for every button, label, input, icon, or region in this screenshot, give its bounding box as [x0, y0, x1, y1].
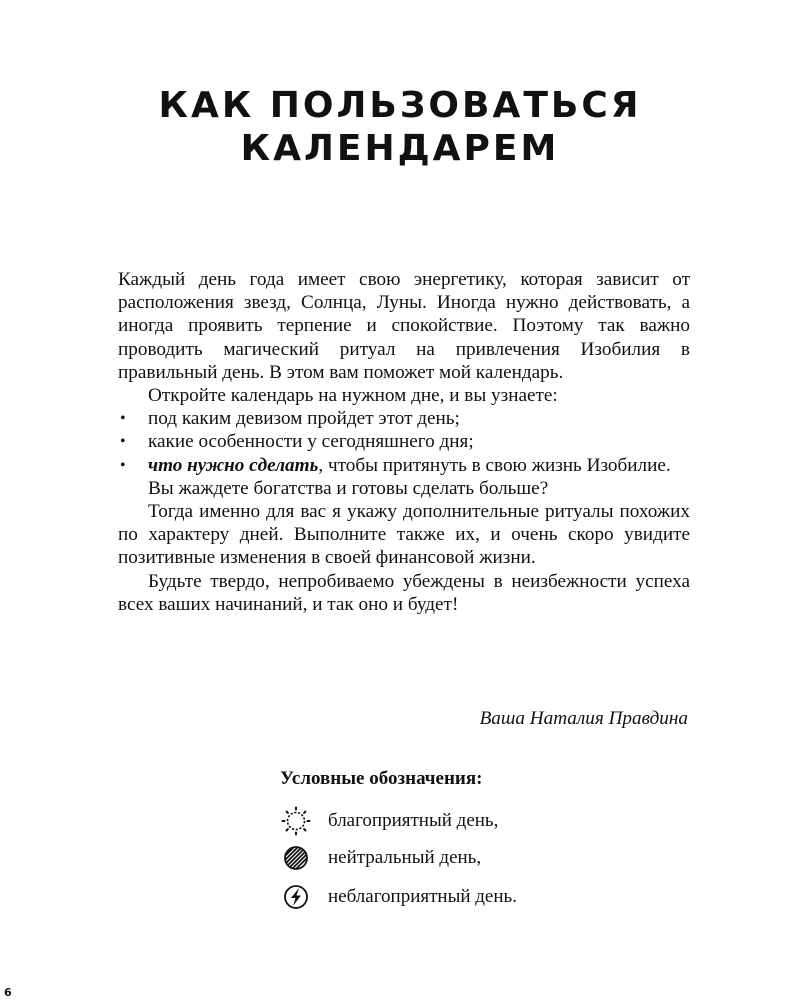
page-number: 6	[4, 986, 12, 999]
sun-icon	[278, 806, 314, 836]
bullet-icon: •	[120, 410, 126, 428]
author-signature: Ваша Наталия Правдина	[479, 708, 688, 729]
list-item-text: под каким девизом пройдет этот день;	[148, 408, 460, 430]
legend-item-unfavorable	[278, 882, 517, 912]
page-title	[0, 84, 800, 170]
hatched-circle-icon	[278, 843, 314, 873]
bullet-icon: •	[120, 433, 126, 451]
legend-item-neutral	[278, 843, 481, 873]
list-item	[118, 430, 690, 453]
legend-label-favorable: благоприятный день,	[328, 810, 499, 831]
paragraph-rituals: Тогда именно для вас я укажу дополнительные ритуалы похожих по характеру дней. Выполните также их, и очень скоро увидите позитивные изменения в своей финансовой жизни.	[118, 501, 690, 569]
legend-item-favorable	[278, 806, 498, 836]
lightning-circle-icon	[278, 882, 314, 912]
bullet-icon: •	[120, 456, 126, 474]
body-text	[118, 268, 690, 616]
list-item-emphasis: что нужно сделать	[148, 454, 319, 476]
legend-label-unfavorable: неблагоприятный день.	[328, 886, 517, 907]
list-item	[118, 454, 690, 477]
list-item	[118, 407, 690, 430]
list-item-text: какие особенности у сегодняшнего дня;	[148, 431, 474, 453]
feature-list	[118, 407, 690, 477]
list-item-text: , чтобы притянуть в свою жизнь Изобилие.	[318, 454, 671, 476]
legend-label-neutral: нейтральный день,	[328, 847, 482, 868]
paragraph-question: Вы жаждете богатства и готовы сделать больше?	[148, 477, 549, 499]
page-title-line-1: КАК ПОЛЬЗОВАТЬСЯ	[158, 85, 642, 126]
page-title-line-2: КАЛЕНДАРЕМ	[240, 128, 560, 169]
paragraph-intro: Каждый день года имеет свою энергетику, которая зависит от расположения звезд, Солнца, Луны. Иногда нужно действовать, а иногда проявить терпение и спокойствие. Поэтому так важно проводить магический ритуал на привлечения Изобилия в правильный день. В этом вам поможет мой календарь.	[118, 269, 690, 383]
paragraph-confidence: Будьте твердо, непробиваемо убеждены в неизбежности успеха всех ваших начинаний, и так оно и будет!	[118, 570, 690, 615]
paragraph-open-calendar: Откройте календарь на нужном дне, и вы узнаете:	[148, 385, 558, 407]
legend-title: Условные обозначения:	[280, 768, 483, 789]
